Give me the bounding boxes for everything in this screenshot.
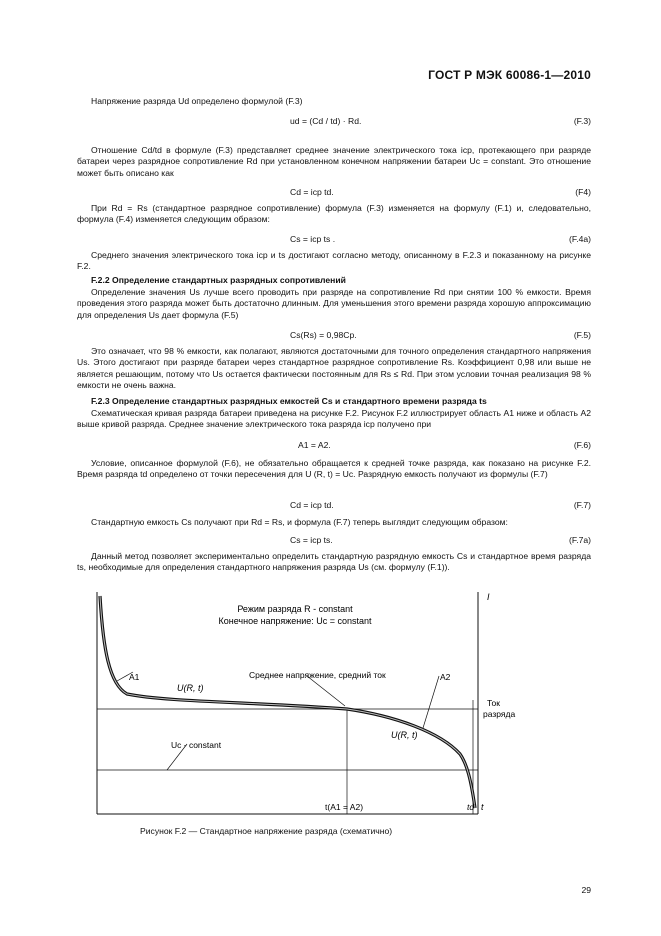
section-heading-f23: F.2.3 Определение стандартных разрядных емкостей Cs и стандартного времени разряда ts [91,396,487,406]
axis-i-label: I [487,592,490,602]
page-number: 29 [581,885,591,895]
a2-leader [423,676,439,728]
formula-number-f7: (F.7) [573,500,591,510]
a2-label: A2 [440,672,451,682]
formula-f5: Cs(Rs) = 0,98Cp. [290,330,357,340]
paragraph-3: При Rd = Rs (стандартное разрядное сопротивление) формула (F.3) изменяется на формулу (F.1) и, следовательно, формула (F.4) изменяется следующим образом: [77,203,591,225]
formula-number-f3: (F.3) [573,116,591,126]
section-heading-f22: F.2.2 Определение стандартных разрядных сопротивлений [91,275,346,285]
paragraph-2: Отношение Cd/td в формуле (F.3) представляет среднее значение электрического тока iср, протекающего при разряде батареи через разрядное сопротивление Rd при установленном конечном напряжении батареи Uc = constant. Это отношение может быть описано как [77,145,591,178]
formula-number-f7a: (F.7a) [569,535,591,545]
formula-f7: Cd = iср td. [290,500,334,510]
discharge-curve-figure [95,588,516,828]
paragraph-5: Определение значения Us лучше всего проводить при разряде на сопротивление Rd при снятии 100 % емкости. Время проведения этого разряда может быть достаточно длинным. Для уменьшения этого времени разряда хорошую аппроксимацию для определения Us дает формула (F.5) [77,287,591,320]
td-label: td [467,802,475,812]
formula-f4: Cd = iср td. [290,187,334,197]
paragraph-9: Стандартную емкость Cs получают при Rd = Rs, и формула (F.7) теперь выглядит следующим образом: [91,517,508,527]
mode-label-line2: Конечное напряжение: Uc = constant [218,616,372,626]
current-label-line2: разряда [483,709,516,719]
formula-number-f4a: (F.4a) [569,234,591,244]
formula-f7a: Cs = iср ts. [290,535,333,545]
discharge-curve-highlight [100,596,475,808]
current-label-line1: Ток [487,698,500,708]
paragraph-10: Данный метод позволяет экспериментально определить стандартную разрядную емкость Cs и стандартное время разряда ts, необходимые для определения стандартного напряжения разряда Us (см. формулу (F.1)). [77,551,591,573]
formula-f3: ud = (Cd / td) · Rd. [290,116,362,126]
curve-label-2: U(R, t) [391,730,418,740]
formula-f6: A1 = A2. [298,440,331,450]
paragraph-7: Схематическая кривая разряда батареи приведена на рисунке F.2. Рисунок F.2 иллюстрирует область А1 ниже и область А2 выше кривой разряда. Среднее значение электрического тока разряда iср получено при [77,408,591,430]
t-midpoint-label: t(A1 = A2) [325,802,364,812]
axis-t-label: t [481,802,484,812]
average-label: Среднее напряжение, средний ток [249,670,386,680]
paragraph-1: Напряжение разряда Ud определено формулой (F.3) [91,96,303,106]
mode-label-line1: Режим разряда R - constant [237,604,353,614]
uc-constant-label: Uc - constant [171,740,222,750]
formula-f4a: Cs = iср ts . [290,234,336,244]
formula-number-f5: (F.5) [573,330,591,340]
discharge-curve [100,596,475,808]
curve-label-1: U(R, t) [177,683,204,693]
average-leader [307,676,345,706]
a1-label: A1 [129,672,140,682]
figure-caption: Рисунок F.2 — Стандартное напряжение разряда (схематично) [140,826,393,836]
paragraph-8: Условие, описанное формулой (F.6), не обязательно обращается к средней точке разряда, как показано на рисунке F.2. Время разряда td определено от точки пересечения для U (R, t) = Uc. Разрядную емкость получают из формулы (F.7) [77,458,591,480]
paragraph-6: Это означает, что 98 % емкости, как полагают, являются достаточными для точного определения стандартного напряжения Us. Этого достигают при разряде батареи через стандартное разрядное сопротивление Rs. Коэффициент 0,98 или выше не является решающим, потому что Us остается фактически постоянным для Rs ≤ Rd. При этом условии точная реализация 98 % емкости не очень важна. [77,346,591,391]
paragraph-4: Среднего значения электрического тока iср и ts достигают согласно методу, описанному в F.2.3 и показанному на рисунке F.2. [77,250,591,272]
formula-number-f4: (F4) [575,187,591,197]
formula-number-f6: (F.6) [573,440,591,450]
document-header: ГОСТ Р МЭК 60086-1—2010 [428,68,591,82]
